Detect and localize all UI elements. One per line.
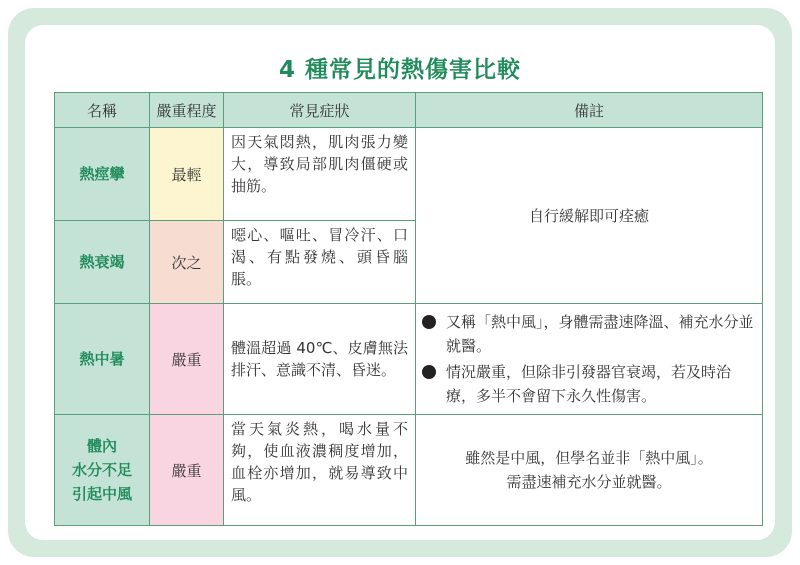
row-name [55, 304, 150, 415]
list-item [422, 310, 754, 358]
name-line: 熱中暑 [79, 350, 125, 368]
shared-note-cell: 自行緩解即可痊癒 [416, 128, 763, 304]
bullet-icon [422, 365, 436, 379]
notes-cell [416, 415, 763, 526]
notes-list [416, 306, 762, 412]
header-name: 名稱 [55, 93, 150, 128]
table-header-row [55, 93, 763, 128]
row-name [55, 221, 150, 304]
symptoms-cell: 噁心、嘔吐、冒冷汗、口渴、有點發燒、頭昏腦脹。 [224, 221, 416, 304]
content-card [25, 25, 775, 540]
outer-frame [8, 8, 792, 557]
note-line: 需盡速補充水分並就醫。 [506, 473, 672, 491]
page-title: 4 種常見的熱傷害比較 [278, 57, 521, 83]
heat-injury-table [54, 92, 763, 526]
notes-cell [416, 304, 763, 415]
list-item [422, 360, 754, 408]
severity-cell: 嚴重 [150, 304, 224, 415]
row-name [55, 128, 150, 221]
name-line: 體內 [86, 437, 117, 455]
symptoms-cell: 因天氣悶熱，肌肉張力變大，導致局部肌肉僵硬或抽筋。 [224, 128, 416, 221]
severity-cell: 最輕 [150, 128, 224, 221]
header-severity: 嚴重程度 [150, 93, 224, 128]
table-row [55, 304, 763, 415]
header-notes: 備註 [416, 93, 763, 128]
row-name [55, 415, 150, 526]
note-line: 雖然是中風，但學名並非「熱中風」。 [465, 449, 713, 467]
symptoms-cell: 體溫超過 40℃、皮膚無法排汗、意識不清、昏迷。 [224, 304, 416, 415]
header-symptoms: 常見症狀 [224, 93, 416, 128]
name-line: 熱衰竭 [79, 253, 125, 271]
name-line: 引起中風 [71, 485, 132, 503]
symptoms-cell: 當天氣炎熱，喝水量不夠，使血液濃稠度增加，血栓亦增加，就易導致中風。 [224, 415, 416, 526]
note-text: 又稱「熱中風」，身體需盡速降溫、補充水分並就醫。 [446, 313, 754, 355]
table-row [55, 128, 763, 221]
severity-cell: 次之 [150, 221, 224, 304]
note-text: 情況嚴重，但除非引發器官衰竭，若及時治療，多半不會留下永久性傷害。 [446, 363, 732, 405]
severity-cell: 嚴重 [150, 415, 224, 526]
name-line: 水分不足 [71, 461, 132, 479]
table-row [55, 415, 763, 526]
name-line: 熱痙攣 [79, 165, 125, 183]
bullet-icon [422, 315, 436, 329]
